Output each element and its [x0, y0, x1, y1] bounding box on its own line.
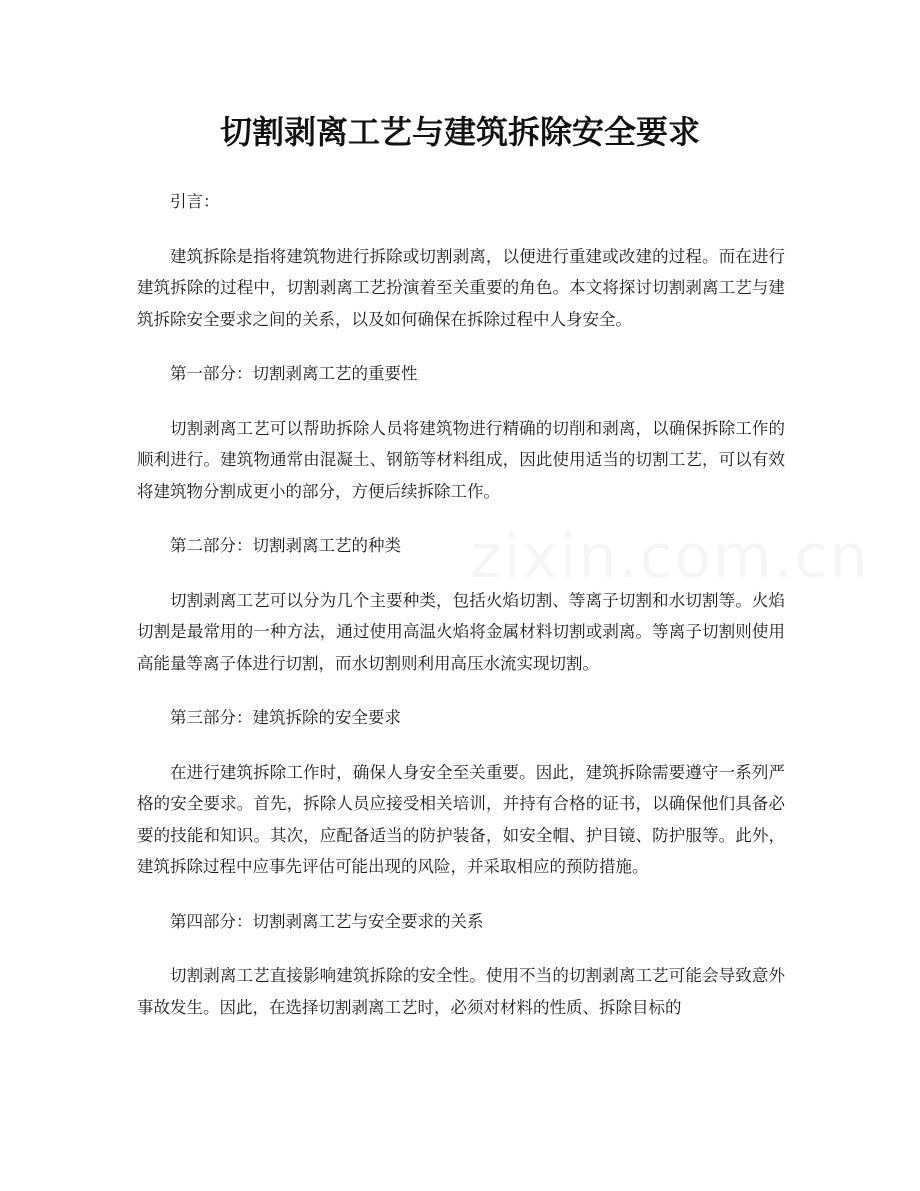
document-body [137, 186, 785, 1023]
section-paragraph-2: 切割剥离工艺可以分为几个主要种类，包括火焰切割、等离子切割和水切割等。火焰切割是最常用的一种方法，通过使用高温火焰将金属材料切割或剥离。等离子切割则使用高能量等离子体进行切割，而水切割则利用高压水流实现切割。 [137, 590, 785, 673]
section-paragraph-3: 在进行建筑拆除工作时，确保人身安全至关重要。因此，建筑拆除需要遵守一系列严格的安全要求。首先，拆除人员应接受相关培训，并持有合格的证书，以确保他们具备必要的技能和知识。其次，应配备适当的防护装备，如安全帽、护目镜、防护服等。此外，建筑拆除过程中应事先评估可能出现的风险，并采取相应的预防措施。 [137, 762, 785, 876]
section-heading-3: 第三部分：建筑拆除的安全要求 [170, 708, 401, 727]
section-paragraph-1: 切割剥离工艺可以帮助拆除人员将建筑物进行精确的切削和剥离，以确保拆除工作的顺利进行。建筑物通常由混凝土、钢筋等材料组成，因此使用适当的切割工艺，可以有效将建筑物分割成更小的部分，方便后续拆除工作。 [137, 418, 785, 501]
intro-paragraph: 建筑拆除是指将建筑物进行拆除或切割剥离，以便进行重建或改建的过程。而在进行建筑拆除的过程中，切割剥离工艺扮演着至关重要的角色。本文将探讨切割剥离工艺与建筑拆除安全要求之间的关系，以及如何确保在拆除过程中人身安全。 [137, 246, 785, 329]
section-heading-2: 第二部分：切割剥离工艺的种类 [170, 536, 401, 555]
intro-label: 引言： [170, 192, 220, 211]
section-heading-4: 第四部分：切割剥离工艺与安全要求的关系 [170, 911, 484, 931]
section-paragraph-4: 切割剥离工艺直接影响建筑拆除的安全性。使用不当的切割剥离工艺可能会导致意外事故发生。因此，在选择切割剥离工艺时，必须对材料的性质、拆除目标的 [137, 966, 785, 1017]
section-heading-1: 第一部分：切割剥离工艺的重要性 [170, 364, 418, 383]
document-title: 切割剥离工艺与建筑拆除安全要求 [219, 113, 700, 151]
